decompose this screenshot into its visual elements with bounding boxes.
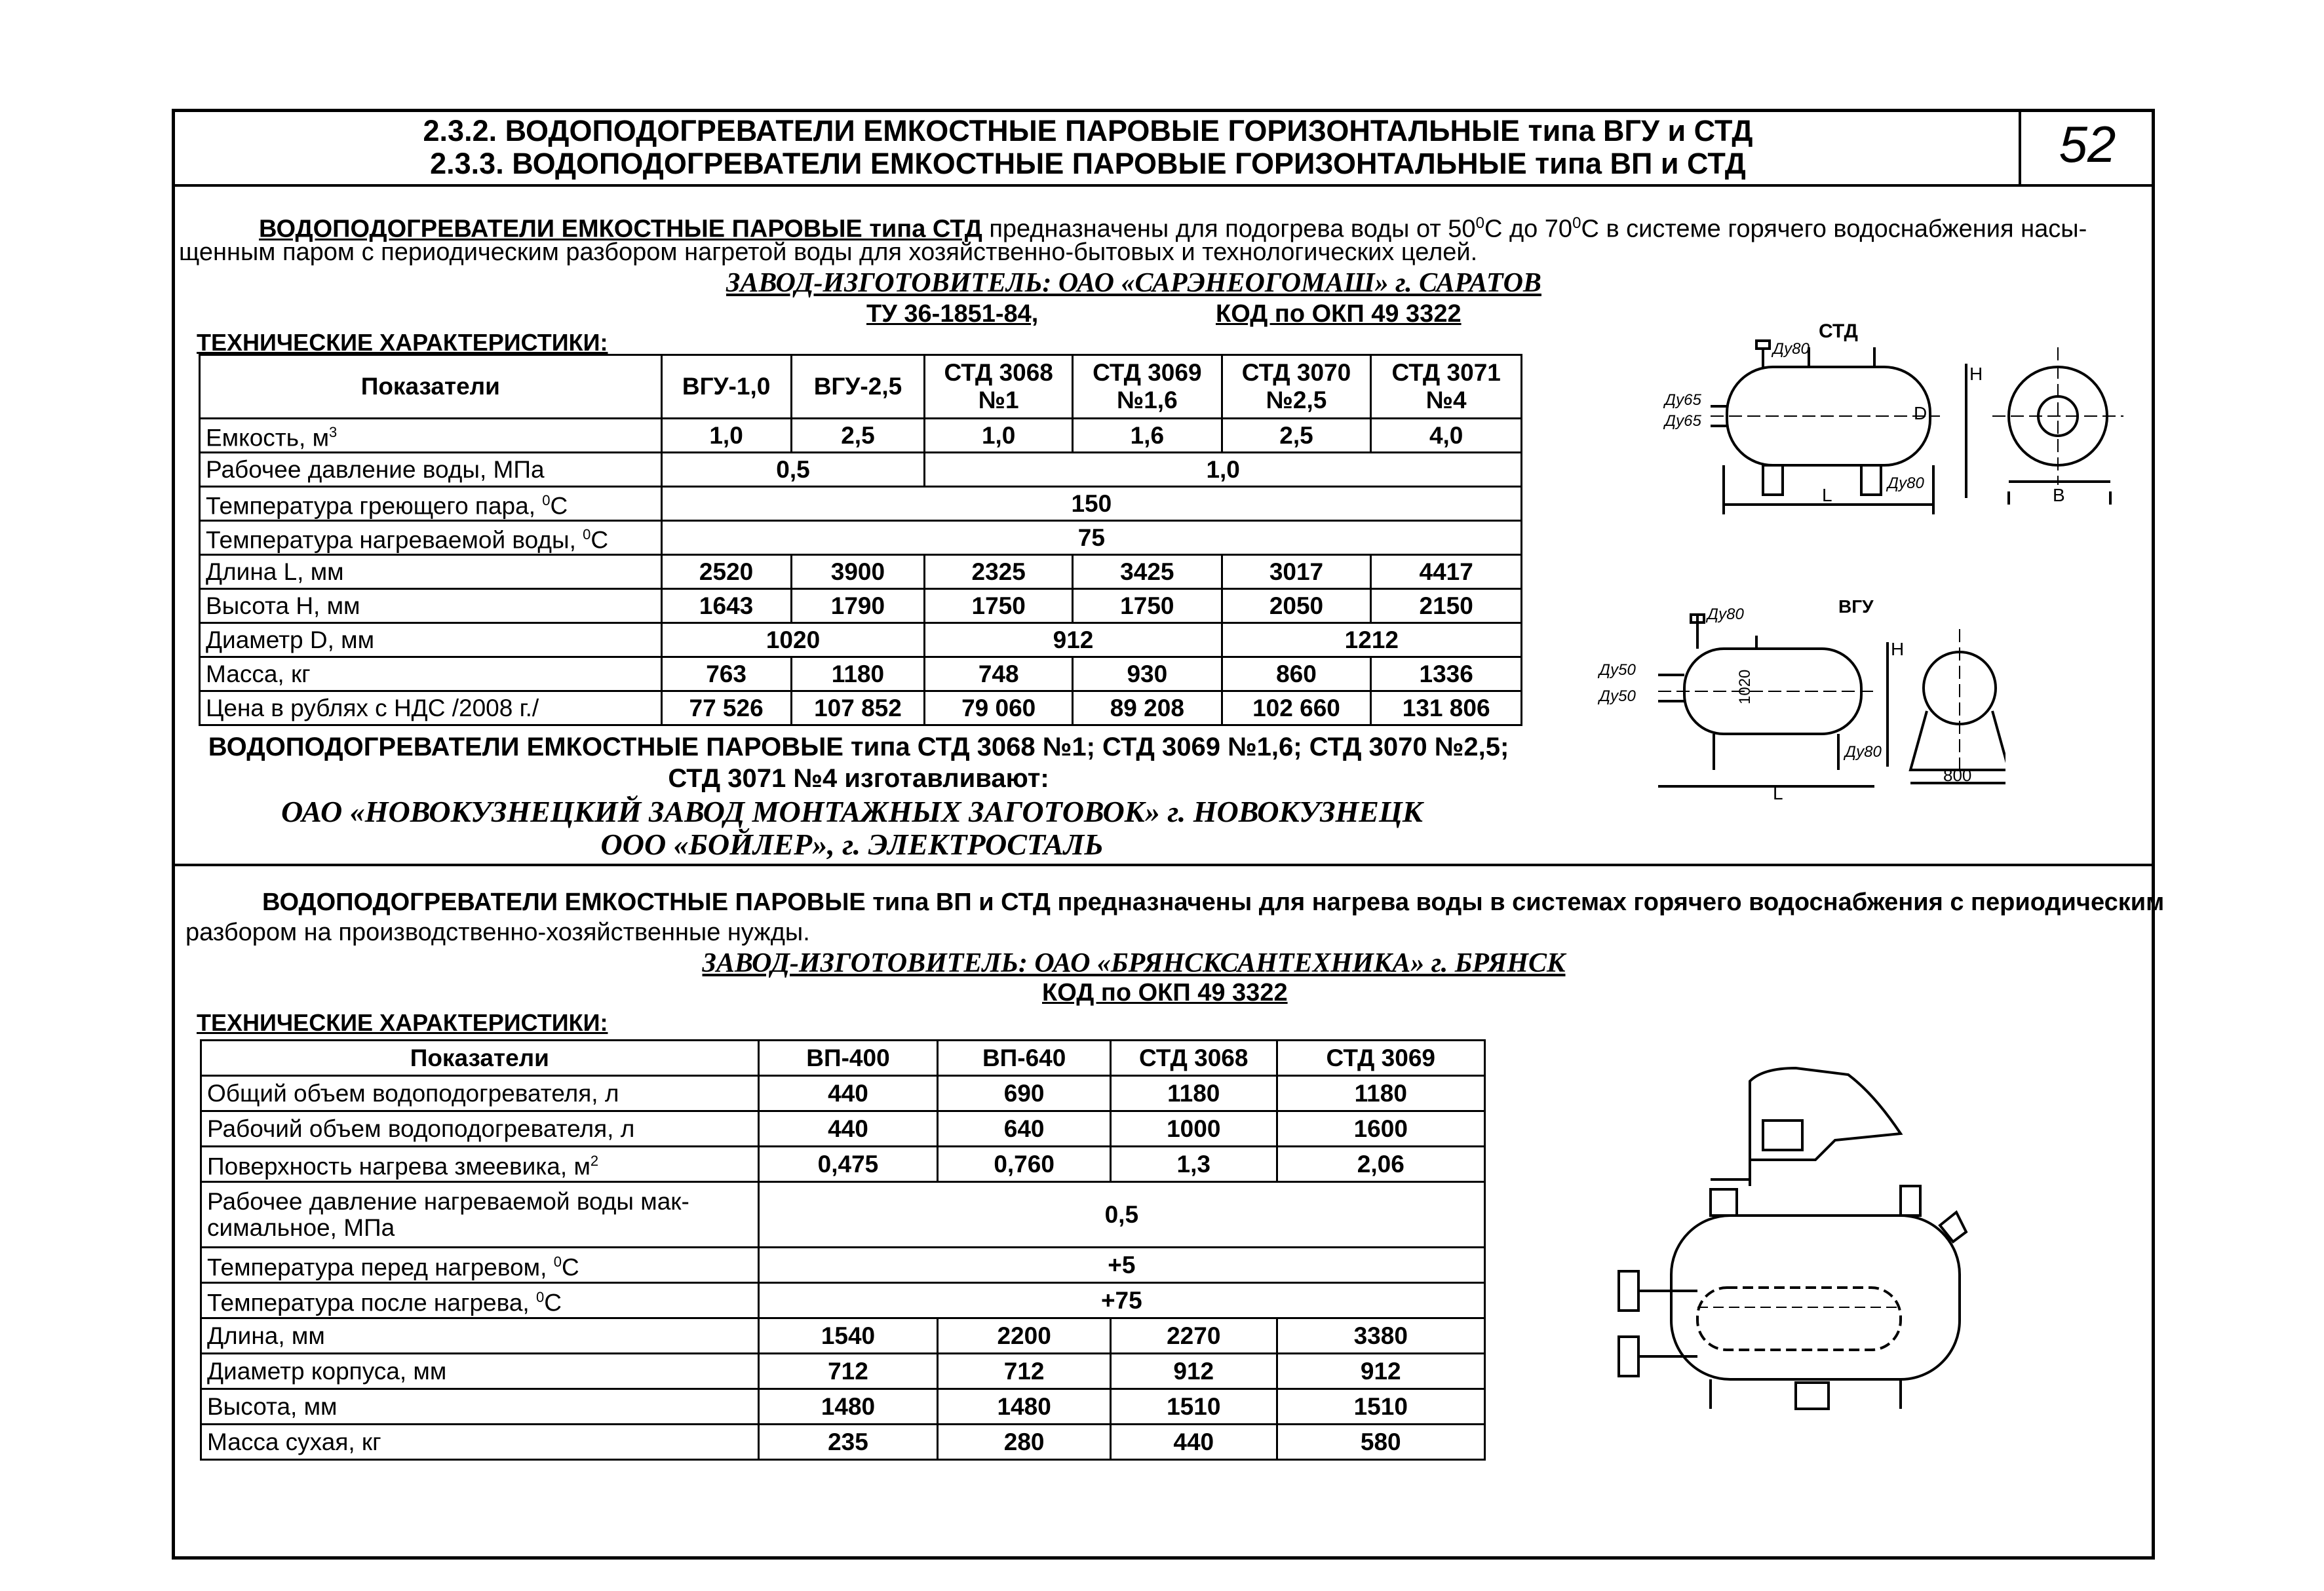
table-row bbox=[201, 1248, 1485, 1283]
row-label: Общий объем водоподогревателя, л bbox=[201, 1076, 759, 1111]
row-label: Длина L, мм bbox=[200, 555, 662, 589]
cell: 77 526 bbox=[661, 691, 791, 725]
table-row bbox=[200, 657, 1522, 691]
cell: 75 bbox=[661, 521, 1521, 555]
cell: 107 852 bbox=[791, 691, 925, 725]
table-row bbox=[200, 589, 1522, 623]
cell: 640 bbox=[938, 1111, 1111, 1147]
std-du80-bottom: Ду80 bbox=[1888, 474, 1924, 492]
table-row bbox=[201, 1318, 1485, 1354]
table-row bbox=[201, 1283, 1485, 1318]
cell: 2050 bbox=[1222, 589, 1371, 623]
cell: 2270 bbox=[1110, 1318, 1277, 1354]
header-cell: ВП-400 bbox=[758, 1041, 938, 1076]
cell: 1790 bbox=[791, 589, 925, 623]
cell: 1540 bbox=[758, 1318, 938, 1354]
cell: 2150 bbox=[1371, 589, 1522, 623]
table-row bbox=[201, 1354, 1485, 1389]
section2-intro-line2: разбором на производственно-хозяйственные нужды. bbox=[185, 919, 810, 946]
cell: 2,06 bbox=[1277, 1147, 1484, 1182]
std-b-dim: B bbox=[2053, 485, 2065, 505]
header-cell: СТД 3068 №1 bbox=[925, 355, 1073, 419]
cell: 0,5 bbox=[758, 1182, 1484, 1248]
row-label: Рабочий объем водоподогревателя, л bbox=[201, 1111, 759, 1147]
table-row bbox=[201, 1425, 1485, 1460]
row-label: Температура после нагрева, $^0$С bbox=[201, 1283, 759, 1318]
header-cell: ВГУ-1,0 bbox=[661, 355, 791, 419]
cell: 2325 bbox=[925, 555, 1073, 589]
page-number: 52 bbox=[2059, 115, 2116, 173]
cell: 1,3 bbox=[1110, 1147, 1277, 1182]
cell: 440 bbox=[758, 1076, 938, 1111]
cell: 763 bbox=[661, 657, 791, 691]
vgu-h-dim: H bbox=[1891, 639, 1905, 659]
cell: 79 060 bbox=[925, 691, 1073, 725]
header-cell: СТД 3070 №2,5 bbox=[1222, 355, 1371, 419]
row-label: Рабочее давление нагреваемой воды мак-симальное, МПа bbox=[201, 1182, 759, 1248]
cell: +5 bbox=[758, 1248, 1484, 1283]
title-line-2: 2.3.3. ВОДОПОДОГРЕВАТЕЛИ ЕМКОСТНЫЕ ПАРОВЫЕ ГОРИЗОНТАЛЬНЫЕ типа ВП и СТД bbox=[430, 147, 1746, 180]
row-label: Высота, мм bbox=[201, 1389, 759, 1425]
cell: 712 bbox=[938, 1354, 1111, 1389]
table-row bbox=[201, 1147, 1485, 1182]
cell: 1480 bbox=[938, 1389, 1111, 1425]
std-h-dim: H bbox=[1969, 364, 1983, 384]
cell: 0,760 bbox=[938, 1147, 1111, 1182]
header-cell: СТД 3068 bbox=[1110, 1041, 1277, 1076]
cell: 235 bbox=[758, 1425, 938, 1460]
cell: 712 bbox=[758, 1354, 938, 1389]
vp-heater-drawing bbox=[1599, 1055, 1992, 1435]
cell: +75 bbox=[758, 1283, 1484, 1318]
cell: 1643 bbox=[661, 589, 791, 623]
cell: 1600 bbox=[1277, 1111, 1484, 1147]
table-row bbox=[200, 691, 1522, 725]
header-cell: СТД 3069 bbox=[1277, 1041, 1484, 1076]
cell: 1212 bbox=[1222, 623, 1521, 657]
cell: 860 bbox=[1222, 657, 1371, 691]
cell: 1180 bbox=[791, 657, 925, 691]
cell: 150 bbox=[661, 487, 1521, 521]
table-row bbox=[201, 1389, 1485, 1425]
cell: 89 208 bbox=[1073, 691, 1222, 725]
cell: 1,0 bbox=[925, 419, 1073, 453]
cell: 131 806 bbox=[1371, 691, 1522, 725]
std-du80-top: Ду80 bbox=[1773, 340, 1810, 358]
table-row bbox=[200, 453, 1522, 487]
row-label: Диаметр D, мм bbox=[200, 623, 662, 657]
std-heater-drawing bbox=[1652, 308, 2137, 524]
table-row bbox=[200, 521, 1522, 555]
cell: 4417 bbox=[1371, 555, 1522, 589]
section1-manufacturer: ЗАВОД-ИЗГОТОВИТЕЛЬ: ОАО «САРЭНЕОГОМАШ» г. САРАТОВ bbox=[726, 268, 1541, 298]
section1-okp: КОД по ОКП 49 3322 bbox=[1216, 300, 1462, 328]
cell: 2,5 bbox=[1222, 419, 1371, 453]
cell: 102 660 bbox=[1222, 691, 1371, 725]
cell: 1180 bbox=[1277, 1076, 1484, 1111]
row-label: Цена в рублях с НДС /2008 г./ bbox=[200, 691, 662, 725]
section2-tech-label: ТЕХНИЧЕСКИЕ ХАРАКТЕРИСТИКИ: bbox=[197, 1009, 608, 1036]
std-label: СТД bbox=[1819, 320, 1858, 342]
section1-tech-label: ТЕХНИЧЕСКИЕ ХАРАКТЕРИСТИКИ: bbox=[197, 329, 608, 356]
row-label: Рабочее давление воды, МПа bbox=[200, 453, 662, 487]
section1-spec-table bbox=[199, 354, 1522, 726]
table-row bbox=[200, 623, 1522, 657]
section1-note-line3: ОАО «НОВОКУЗНЕЦКИЙ ЗАВОД МОНТАЖНЫХ ЗАГОТОВОК» г. НОВОКУЗНЕЦК bbox=[281, 795, 1423, 828]
vgu-du80-top: Ду80 bbox=[1707, 605, 1744, 623]
row-label: Длина, мм bbox=[201, 1318, 759, 1354]
cell: 1180 bbox=[1110, 1076, 1277, 1111]
cell: 4,0 bbox=[1371, 419, 1522, 453]
row-label: Температура нагреваемой воды, $^0$С bbox=[200, 521, 662, 555]
row-label: Емкость, $м^3$ bbox=[200, 419, 662, 453]
header-cell: ВП-640 bbox=[938, 1041, 1111, 1076]
section1-intro-line2: щенным паром с периодическим разбором нагретой воды для хозяйственно-бытовых и технологических целей. bbox=[179, 239, 1478, 266]
cell: 1750 bbox=[925, 589, 1073, 623]
section1-intro-line1: ВОДОПОДОГРЕВАТЕЛИ ЕМКОСТНЫЕ ПАРОВЫЕ типа СТД предназначены для подогрева воды от $50^0С$ до $70^0С$ в системе горячего водоснабжения насы- bbox=[259, 214, 2087, 243]
cell: 0,5 bbox=[661, 453, 925, 487]
row-label: Температура перед нагревом, $^0$С bbox=[201, 1248, 759, 1283]
std-du65-a: Ду65 bbox=[1665, 391, 1701, 409]
row-label: Диаметр корпуса, мм bbox=[201, 1354, 759, 1389]
header-cell: ВГУ-2,5 bbox=[791, 355, 925, 419]
cell: 748 bbox=[925, 657, 1073, 691]
header-divider bbox=[172, 184, 2155, 187]
header-cell: СТД 3069 №1,6 bbox=[1073, 355, 1222, 419]
vgu-du50-b: Ду50 bbox=[1599, 687, 1636, 705]
header-cell: Показатели bbox=[201, 1041, 759, 1076]
section2-okp: КОД по ОКП 49 3322 bbox=[1042, 979, 1288, 1006]
cell: 1,0 bbox=[661, 419, 791, 453]
cell: 2520 bbox=[661, 555, 791, 589]
cell: 1000 bbox=[1110, 1111, 1277, 1147]
table-row bbox=[200, 419, 1522, 453]
row-label: Масса сухая, кг bbox=[201, 1425, 759, 1460]
table-row bbox=[200, 555, 1522, 589]
section1-intro-lead: ВОДОПОДОГРЕВАТЕЛИ ЕМКОСТНЫЕ ПАРОВЫЕ типа СТД bbox=[259, 215, 982, 243]
cell: 3017 bbox=[1222, 555, 1371, 589]
cell: 912 bbox=[1277, 1354, 1484, 1389]
section2-intro-line1: ВОДОПОДОГРЕВАТЕЛИ ЕМКОСТНЫЕ ПАРОВЫЕ типа ВП и СТД предназначены для нагрева воды в системах горячего водоснабжения с периодическим bbox=[262, 889, 2165, 916]
cell: 1020 bbox=[661, 623, 925, 657]
table-row bbox=[201, 1111, 1485, 1147]
cell: 2200 bbox=[938, 1318, 1111, 1354]
section1-note-line1: ВОДОПОДОГРЕВАТЕЛИ ЕМКОСТНЫЕ ПАРОВЫЕ типа СТД 3068 №1; СТД 3069 №1,6; СТД 3070 №2,5; bbox=[208, 733, 1509, 761]
cell: 3425 bbox=[1073, 555, 1222, 589]
vgu-du50-a: Ду50 bbox=[1599, 661, 1636, 679]
page-number-divider bbox=[2019, 109, 2021, 185]
table-row bbox=[201, 1076, 1485, 1111]
cell: 3380 bbox=[1277, 1318, 1484, 1354]
cell: 912 bbox=[1110, 1354, 1277, 1389]
cell: 0,475 bbox=[758, 1147, 938, 1182]
title-line-1: 2.3.2. ВОДОПОДОГРЕВАТЕЛИ ЕМКОСТНЫЕ ПАРОВЫЕ ГОРИЗОНТАЛЬНЫЕ типа ВГУ и СТД bbox=[423, 114, 1753, 147]
header-cell: Показатели bbox=[200, 355, 662, 419]
section1-tu: ТУ 36-1851-84, bbox=[866, 300, 1039, 328]
cell: 1,0 bbox=[925, 453, 1522, 487]
section2-manufacturer: ЗАВОД-ИЗГОТОВИТЕЛЬ: ОАО «БРЯНСКСАНТЕХНИКА» г. БРЯНСК bbox=[702, 948, 1566, 978]
cell: 580 bbox=[1277, 1425, 1484, 1460]
cell: 690 bbox=[938, 1076, 1111, 1111]
vgu-d-dim: 1020 bbox=[1736, 669, 1754, 704]
section1-note-line4: ООО «БОЙЛЕР», г. ЭЛЕКТРОСТАЛЬ bbox=[600, 828, 1104, 861]
vgu-label: ВГУ bbox=[1838, 596, 1874, 617]
cell: 1336 bbox=[1371, 657, 1522, 691]
cell: 280 bbox=[938, 1425, 1111, 1460]
cell: 1510 bbox=[1277, 1389, 1484, 1425]
row-label: Масса, кг bbox=[200, 657, 662, 691]
std-du65-b: Ду65 bbox=[1665, 412, 1701, 430]
vgu-heater-drawing bbox=[1586, 590, 2005, 813]
cell: 3900 bbox=[791, 555, 925, 589]
cell: 912 bbox=[925, 623, 1222, 657]
cell: 440 bbox=[1110, 1425, 1277, 1460]
cell: 2,5 bbox=[791, 419, 925, 453]
table-row bbox=[200, 487, 1522, 521]
std-d-dim: D bbox=[1914, 403, 1927, 423]
section2-spec-table bbox=[200, 1039, 1486, 1461]
section1-note-line2: СТД 3071 №4 изготавливают: bbox=[668, 764, 1049, 793]
cell: 1510 bbox=[1110, 1389, 1277, 1425]
table-header-row bbox=[201, 1041, 1485, 1076]
row-label: Поверхность нагрева змеевика, $м^2$ bbox=[201, 1147, 759, 1182]
row-label: Высота H, мм bbox=[200, 589, 662, 623]
cell: 440 bbox=[758, 1111, 938, 1147]
vgu-du80-bottom: Ду80 bbox=[1845, 743, 1882, 761]
header-cell: СТД 3071 №4 bbox=[1371, 355, 1522, 419]
section-divider bbox=[172, 864, 2155, 866]
table-row bbox=[201, 1182, 1485, 1248]
std-l-dim: L bbox=[1822, 485, 1832, 505]
cell: 1,6 bbox=[1073, 419, 1222, 453]
cell: 1480 bbox=[758, 1389, 938, 1425]
vgu-width-dim: 800 bbox=[1943, 765, 1972, 785]
row-label: Температура греющего пара, $^0$С bbox=[200, 487, 662, 521]
vgu-l-dim: L bbox=[1773, 783, 1783, 803]
cell: 930 bbox=[1073, 657, 1222, 691]
table-header-row bbox=[200, 355, 1522, 419]
cell: 1750 bbox=[1073, 589, 1222, 623]
